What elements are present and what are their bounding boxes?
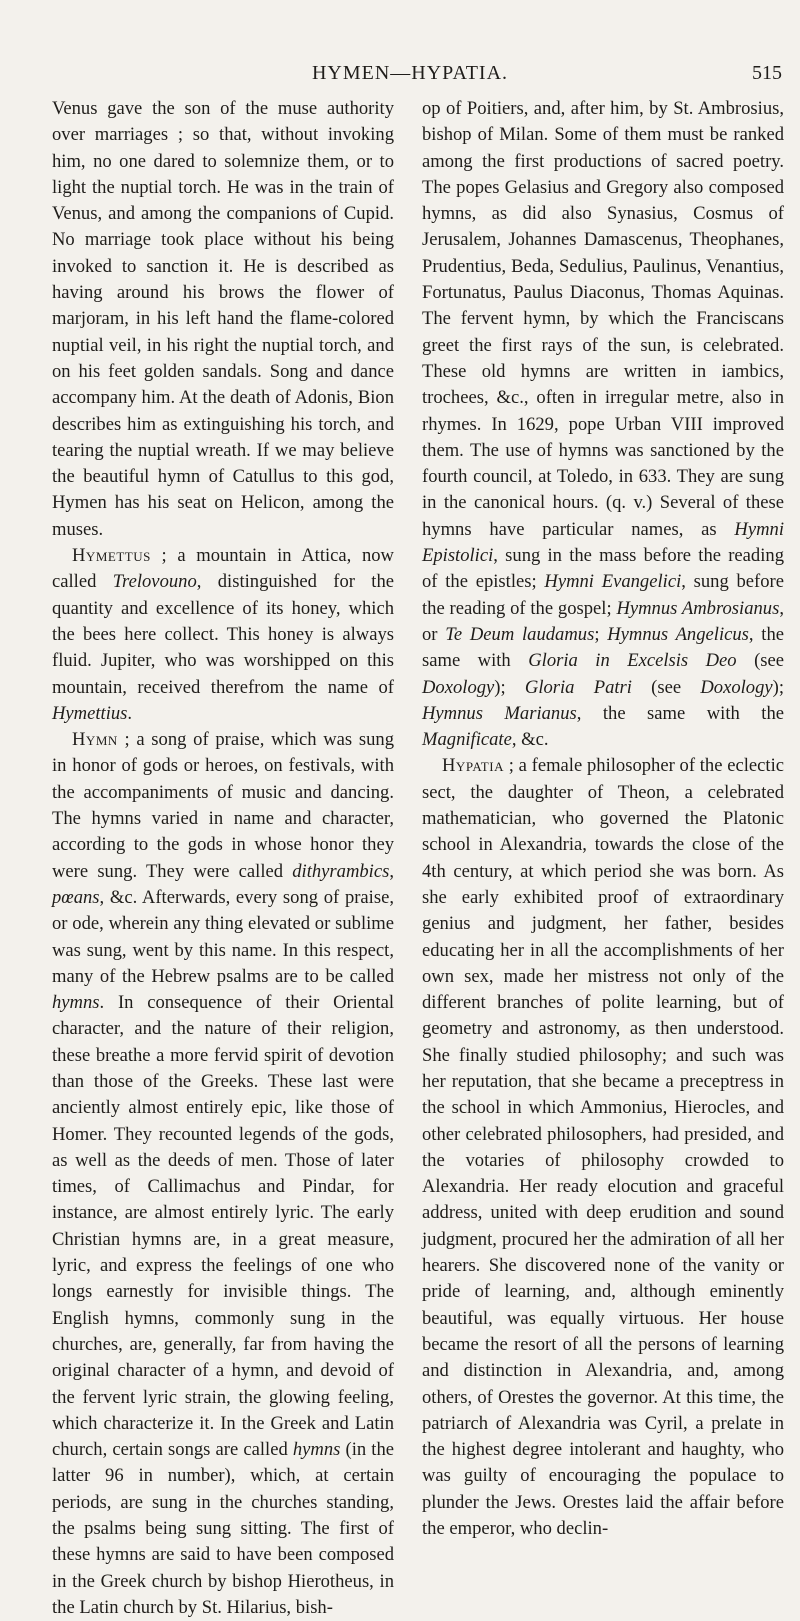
entry-text: , &c. Afterwards, every song of praise, or ode, wherein any thing elevated or sublime was sung, went by this name. In this respect, many of the Hebrew psalms are to be called [52,886,394,987]
entry-text: ; [594,623,608,645]
italic-term: dithyrambics [292,860,390,882]
hymn-entry [52,727,394,1621]
italic-term: Hymni Evangelici [544,571,682,593]
entry-headword: Hypatia [442,755,504,777]
entry-text: , [389,860,394,882]
hymn-entry-continuation [422,96,784,753]
italic-term: Hymnus Angelicus [607,623,749,645]
italic-term: Te Deum laudamus [445,623,595,645]
entry-text: , distinguished for the quantity and excellence of its honey, which the bees here collect. This honey is always fluid. Jupiter, who was worshipped on this mountain, received therefrom the name of [52,571,394,698]
entry-headword: Hymn [72,729,118,751]
entry-text: ; a female philosopher of the eclectic sect, the daughter of Theon, a celebrated mathematician, who governed the Platonic school in Alexandria, towards the close of the 4th century, at which period she was born. As she early exhibited proof of extraordinary genius and judgment, her father, besides educating her in all the accomplishments of her own sex, made her mistress not only of the different branches of polite learning, but of geometry and astronomy, as then understood. She finally studied philosophy; and such was her reputation, that she became a preceptress in the school in which Ammonius, Hierocles, and other celebrated philosophers, had presided, and the votaries of philosophy crowded to Alexandria. Her ready elocution and graceful address, united with deep erudition and sound judgment, procured her the admiration of all her hearers. She discovered none of the vanity or pride of learning, and, although eminently beautiful, was equally virtuous. Her house became the resort of all the persons of learning and distinction in Alexandria, and, among others, of Orestes the governor. At this time, the patriarch of Alexandria was Cyril, a prelate in the highest degree intolerant and haughty, who was guilty of encouraging the populace to plunder the Jews. Orestes laid the affair before the emperor, who declin- [422,755,784,1540]
italic-term: hymns [292,1439,341,1461]
italic-term: hymns [52,992,100,1014]
entry-text: . In consequence of their Oriental character, and the nature of their religion, these breathe a more fervid spirit of devotion than those of the Greeks. These last were anciently almost entirely epic, like those of Homer. They recounted legends of the gods, as well as the deeds of men. Those of later times, of Callimachus and Pindar, for instance, are almost entirely lyric. The early Christian hymns are, in a great measure, lyric, and express the feelings of one who longs earnestly for invisible things. The English hymns, commonly sung in the churches, are, generally, far from having the original character of a hymn, and devoid of the fervent lyric strain, the glowing feeling, which characterize it. In the Greek and Latin church, certain songs are called [52,992,394,1461]
italic-term: Doxology [422,676,495,698]
entry-text: , sung before the reading of the gospel; [422,571,784,619]
italic-term: Trelovouno [112,571,197,593]
italic-term: Hymnus Marianus [422,702,577,724]
entry-text: ; a song of praise, which was sung in honor of gods or heroes, on festivals, with the accompaniments of music and dancing. The hymns varied in name and character, according to the gods in whose honor they were sung. They were called [52,729,394,882]
hypatia-entry [422,753,784,1542]
entry-text: (see [736,650,784,672]
page-number: 515 [752,62,782,84]
entry-text: , the same with [422,623,785,672]
entry-text: , the same with the [576,702,784,724]
page-header [30,62,790,90]
italic-term: Doxology [700,676,773,698]
entry-text: , sung in the mass before the reading of the epistles; [422,545,784,593]
italic-term: pœans [52,886,100,908]
italic-term: Hymettius [52,702,128,724]
hymen-entry-continuation [52,96,394,543]
entry-headword: Hymettus [72,545,151,567]
entry-text: , or [422,597,784,645]
italic-term: Gloria Patri [524,676,632,698]
entry-text: (see [631,676,701,698]
italic-term: Magnificate [422,729,512,751]
entry-text: ); [772,676,784,698]
italic-term: Gloria in Excelsis Deo [528,650,737,672]
hymen-text: Venus gave the son of the muse authority over marriages ; so that, without invoking him, no one dared to solemnize them, or to light the nuptial torch. He was in the train of Venus, and among the companions of Cupid. No marriage took place without his being invoked to sanction it. He is described as having around his brows the flower of marjoram, in his left hand the flame-colored nuptial veil, in his right the nuptial torch, and on his feet golden sandals. Song and dance accompany him. At the death of Adonis, Bion describes him as extinguishing his torch, and tearing the nuptial wreath. If we may believe the beautiful hymn of Catullus to this god, Hymen has his seat on Helicon, among the muses. [52,98,394,540]
entry-text: op of Poitiers, and, after him, by St. Ambrosius, bishop of Milan. Some of them must be ranked among the first productions of sacred poetry. The popes Gelasius and Gregory also composed hymns, as did also Synasius, Cosmus of Jerusalem, Johannes Damascenus, Theophanes, Prudentius, Beda, Sedulius, Paulinus, Venantius, Fortunatus, Paulus Diaconus, Thomas Aquinas. The fervent hymn, by which the Franciscans greet the first rays of the sun, is celebrated. These old hymns are written in iambics, trochees, &c., often in irregular metre, also in rhymes. In 1629, pope Urban VIII improved them. The use of hymns was sanctioned by the fourth council, at Toledo, in 633. They are sung in the canonical hours. (q. v.) Several of these hymns have particular names, as [422,98,784,540]
entry-text: (in the latter 96 in number), which, at certain periods, are sung in the churches standing, the psalms being sung sitting. The first of these hymns are said to have been composed in the Greek church by bishop Hierotheus, in the Latin church by St. Hilarius, bish- [52,1439,394,1618]
entry-text: , &c. [511,729,549,751]
entry-text: ); [494,676,525,698]
italic-term: Hymnus Ambrosianus [616,597,780,619]
entry-text: ; a mountain in Attica, now called [52,545,394,593]
entry-text: . [127,702,133,724]
italic-term: Hymni Epistolici [422,518,784,567]
hymettus-entry [52,543,394,727]
right-column [422,96,785,1540]
running-head: HYMEN—HYPATIA. [311,62,509,84]
left-column [52,96,394,1618]
